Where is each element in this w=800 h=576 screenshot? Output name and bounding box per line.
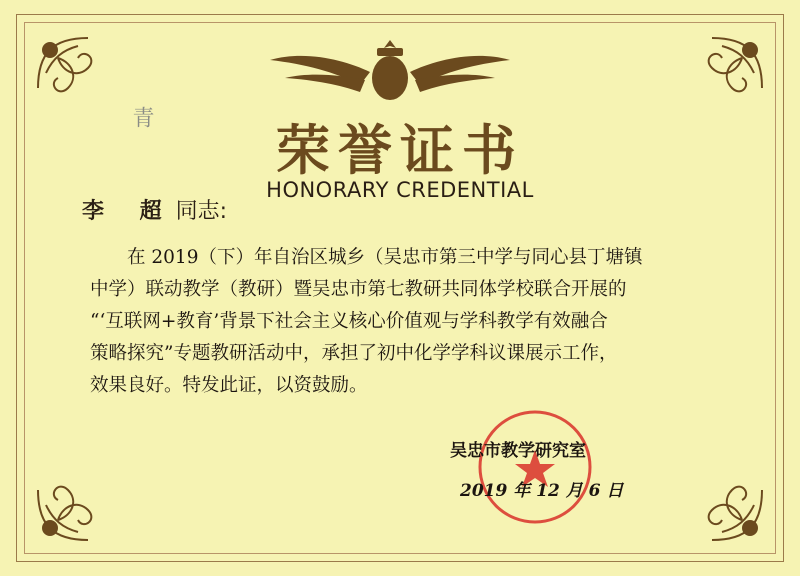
recipient-line <box>82 194 227 225</box>
body-line: 中学）联动教学（教研）暨吴忠市第七教研共同体学校联合开展的 <box>90 279 627 300</box>
handwritten-note: 青 <box>129 106 154 128</box>
official-seal-icon <box>476 408 594 526</box>
winged-crown-emblem-icon <box>265 30 515 110</box>
certificate-title-english: HONORARY CREDENTIAL <box>266 178 534 202</box>
recipient-suffix: 同志: <box>175 199 228 224</box>
corner-ornament-top-left-icon <box>28 28 138 138</box>
corner-ornament-top-right-icon <box>662 28 772 138</box>
certificate-title: 荣誉证书 <box>276 118 524 182</box>
issuer-name: 吴忠市教学研究室 <box>450 441 586 461</box>
body-line: “‘互联网+教育’背景下社会主义核心价值观与学科教学有效融合 <box>90 311 608 332</box>
body-line: 在 2019（下）年自治区城乡（吴忠市第三中学与同心县丁塘镇 <box>127 247 643 268</box>
recipient-name: 李 超 <box>82 199 176 224</box>
body-line: 效果良好。特发此证，以资鼓励。 <box>90 375 368 396</box>
corner-ornament-bottom-right-icon <box>662 440 772 550</box>
body-line: 策略探究”专题教研活动中，承担了初中化学学科议课展示工作， <box>90 343 618 364</box>
certificate-body <box>90 242 690 402</box>
issue-date: 2019 年 12 月 6 日 <box>460 481 624 501</box>
corner-ornament-bottom-left-icon <box>28 440 138 550</box>
